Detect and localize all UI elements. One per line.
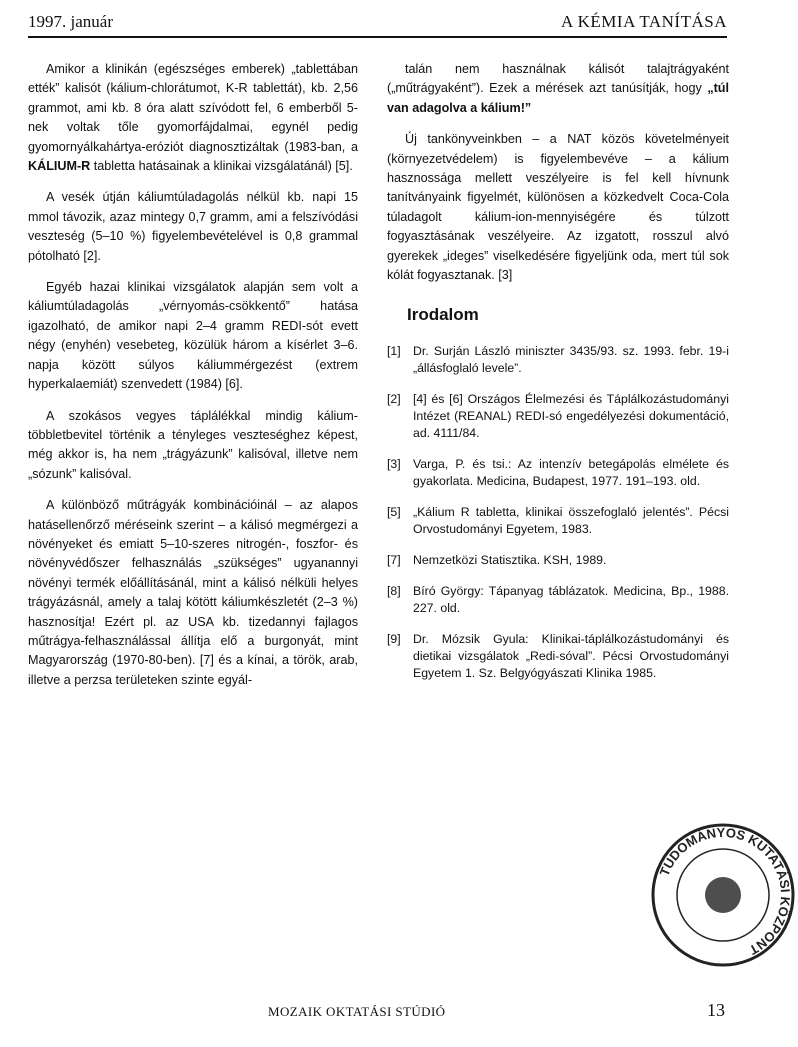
paragraph [387,60,729,118]
reference-item [387,456,729,490]
left-column [28,60,358,702]
paragraph [387,130,729,285]
reference-item [387,391,729,442]
paragraph [28,407,358,485]
page-footer [0,1000,755,1024]
emphasis-text: KÁLIUM-R [28,159,91,174]
reference-item [387,343,729,377]
page-number: 13 [707,1000,725,1020]
text-run: Egyéb hazai klinikai vizsgálatok alapján sem volt a káliumtúladagolás „vérnyomás-csökkentő” hatása igazolható, de amikor napi 2–4 gramm REDI-sót evett négy (enyhén) vesebeteg, közülük három a kísérlet 3–6. napja között súlyos káliummérgezést (extrem hyperkalaemiát) szenvedett (1984) [6]. [28,280,358,392]
right-column [387,60,729,696]
paragraph [28,278,358,394]
right-column-body [387,60,729,285]
text-run: A szokásos vegyes táplálékkal mindig kálium-többletbevitel történik a tényleges veszteséghez képest, még akkor is, ha nem „trágyázunk” kalisóval, illetve nem „sózunk” kalisóval. [28,408,358,481]
reference-number: [3] [387,457,401,472]
text-run: Új tankönyveinkben – a NAT közös követelményeit (környezetvédelem) is figyelembevéve – a kálium hasznossága mellett veszélyeire is fel kell hívnunk tanítványaink figyelmét, különösen a közkedvelt Coca-Cola túladagolt kálium-ion-mennyiségére és túlzott fogyasztásának veszélyeire. Az izgatott, rosszul alvó gyerekek „ideges” viselkedésére figyeljünk oda, mert túl sok kólát fogyasztanak. [3] [387,132,729,283]
reference-list [387,343,729,682]
header-date: 1997. január [28,12,113,31]
reference-item [387,631,729,682]
reference-item [387,552,729,569]
header-journal-title: A KÉMIA TANÍTÁSA [561,12,727,31]
reference-item [387,583,729,617]
reference-number: [8] [387,584,401,599]
reference-number: [2] [387,392,401,407]
reference-text: Varga, P. és tsi.: Az intenzív betegápolás elmélete és gyakorlata. Medicina, Budapest, 1977. 191–193. old. [413,457,729,489]
paragraph [28,496,358,690]
reference-text: Nemzetközi Statisztika. KSH, 1989. [413,553,607,568]
text-run: Amikor a klinikán (egészséges emberek) „tablettában ették” kalisót (kálium-chlorátumot, K-R tablettát), kb. 2,56 grammot, ami kb. 8 óra alatt szívódott fel, 6 emberből 5-nek voltak tőle gyomorfájdalmai, egynél pedig gyomornyálkahártya-eróziót diagnosztizáltak (1983-ban, a [28,62,358,154]
reference-number: [9] [387,632,401,647]
reference-text: „Kálium R tabletta, klinikai összefoglaló jelentés”. Pécsi Orvostudományi Egyetem, 1983. [413,505,729,537]
reference-text: Dr. Mózsik Gyula: Klinikai-táplálkozástudományi és dietikai vizsgálatok „Redi-sóval”. Pécsi Orvostudományi Egyetem 1. Sz. Belgyógyászati Klinika 1985. [413,632,729,681]
running-header [28,12,727,38]
text-run: tabletta hatásainak a klinikai vizsgálatánál) [5]. [90,159,353,174]
reference-number: [1] [387,344,401,359]
paragraph [28,188,358,266]
round-seal-stamp [648,820,798,970]
reference-text: Bíró György: Tápanyag táblázatok. Medicina, Bp., 1988. 227. old. [413,584,729,616]
reference-number: [7] [387,553,401,568]
footer-publisher: MOZAIK OKTATÁSI STÚDIÓ [268,1004,446,1019]
reference-number: [5] [387,505,401,520]
paragraph [28,60,358,176]
reference-text: [4] és [6] Országos Élelmezési és Táplálkozástudományi Intézet (REANAL) REDI-só engedélyezési dokumentáció, ad. 4111/84. [413,392,729,441]
reference-text: Dr. Surján László miniszter 3435/93. sz. 1993. febr. 19-i „állásfoglaló levele”. [413,344,729,376]
reference-item [387,504,729,538]
text-run: talán nem használnak kálisót talajtrágyaként („műtrágyaként”). Ezek a mérések azt tanúsítják, hogy [387,62,729,96]
references-heading: Irodalom [407,305,479,325]
emphasis-text: „túl van adagolva a kálium!” [387,81,729,115]
svg-text:TUDOMÁNYOS KUTATÁSI KÖZPONT: TUDOMÁNYOS KUTATÁSI KÖZPONT [656,824,794,958]
text-run: A különböző műtrágyák kombinációinál – az alapos hatásellenőrző méréseink szerint – a kálisó megmérgezi a növényeket és emiatt 5–10-szeres nitrogén-, foszfor- és növényvédőszer felhasználás „szükséges” ugyanannyi növényi termék előállításánál, mint a kálisó nélküli helyes trágyázásnál, amely a talaj kötött káliumkészletét (2–3 %) hasznosítja! Ezért pl. az USA kb. tizedannyi fajlagos műtrágya-felhasználással állítja elő a burgonyát, mint Magyarország (1970-80-ben). [7] és a kínai, a török, arab, illetve a perzsa területeken szinte egyál- [28,498,358,687]
text-run: A vesék útján káliumtúladagolás nélkül kb. napi 15 mmol távozik, azaz mintegy 0,7 gramm, ami a felszívódási veszteség (5–10 %) figyelembevételével is 0,8 grammal pótolható [2]. [28,190,358,263]
